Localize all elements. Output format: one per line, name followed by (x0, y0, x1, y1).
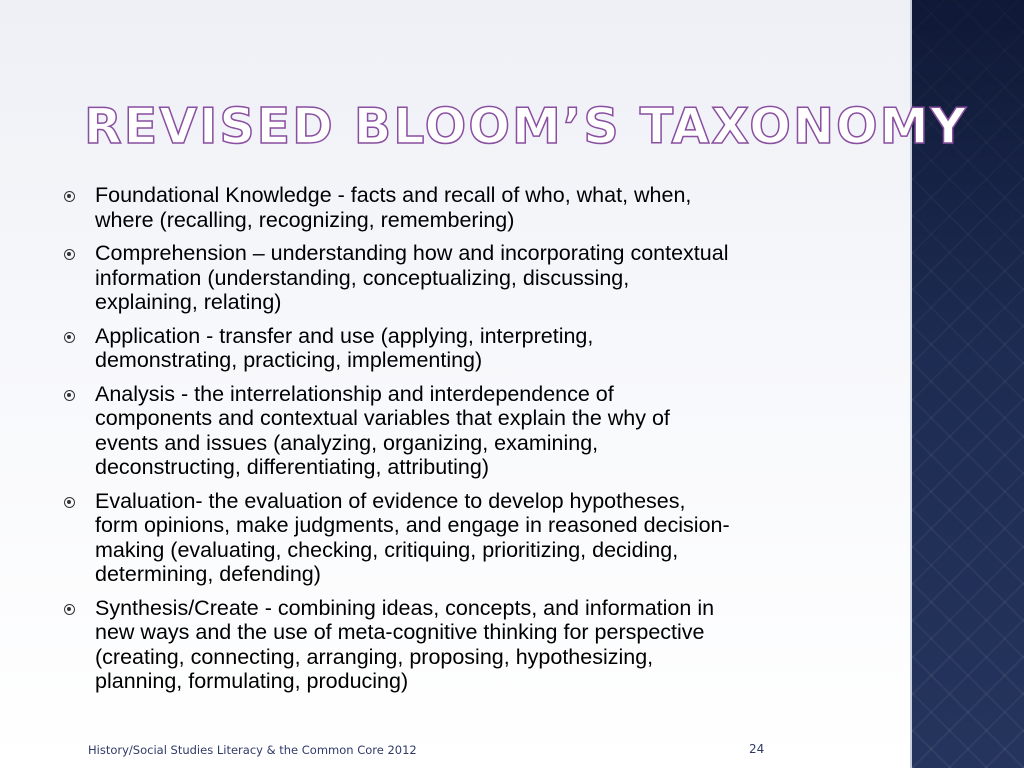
bullet-item-comprehension (60, 241, 860, 315)
circled-dot-icon (64, 191, 75, 202)
circled-dot-icon (64, 604, 75, 615)
bullet-item-knowledge (60, 183, 860, 232)
bullet-text: Analysis - the interrelationship and interdependence of components and contextual variables that explain the why of events and issues (analyzing, organizing, examining, deconstructing, differentiating, attributing) (95, 381, 670, 479)
bullet-text: Synthesis/Create - combining ideas, concepts, and information in new ways and the use of meta-cognitive thinking for perspective (creating, connecting, arranging, proposing, hypothesizing, planning, formulating, producing) (95, 595, 715, 693)
bullet-item-evaluation (60, 489, 860, 587)
bullet-text: Evaluation- the evaluation of evidence to develop hypotheses, form opinions, make judgments, and engage in reasoned decision- making (evaluating, checking, critiquing, prioritizing, deciding, determining, defending) (95, 488, 730, 586)
slide-title: REVISED BLOOM’S TAXONOMY (84, 98, 968, 155)
bullet-item-application (60, 324, 860, 373)
bullet-text: Foundational Knowledge - facts and recall of who, what, when, where (recalling, recognizing, remembering) (95, 183, 692, 232)
circled-dot-icon (64, 332, 75, 343)
circled-dot-icon (64, 249, 75, 260)
bullet-item-synthesis (60, 596, 860, 694)
circled-dot-icon (64, 390, 75, 401)
slide-footer: History/Social Studies Literacy & the Common Core 2012 (88, 743, 417, 757)
bullet-text: Comprehension – understanding how and incorporating contextual information (understanding, conceptualizing, discussing, explaining, relating) (95, 241, 729, 314)
bullet-item-analysis (60, 382, 860, 480)
page-number: 24 (749, 742, 765, 756)
bullet-list (60, 183, 860, 703)
bullet-text: Application - transfer and use (applying, interpreting, demonstrating, practicing, implementing) (95, 323, 594, 372)
circled-dot-icon (64, 497, 75, 508)
